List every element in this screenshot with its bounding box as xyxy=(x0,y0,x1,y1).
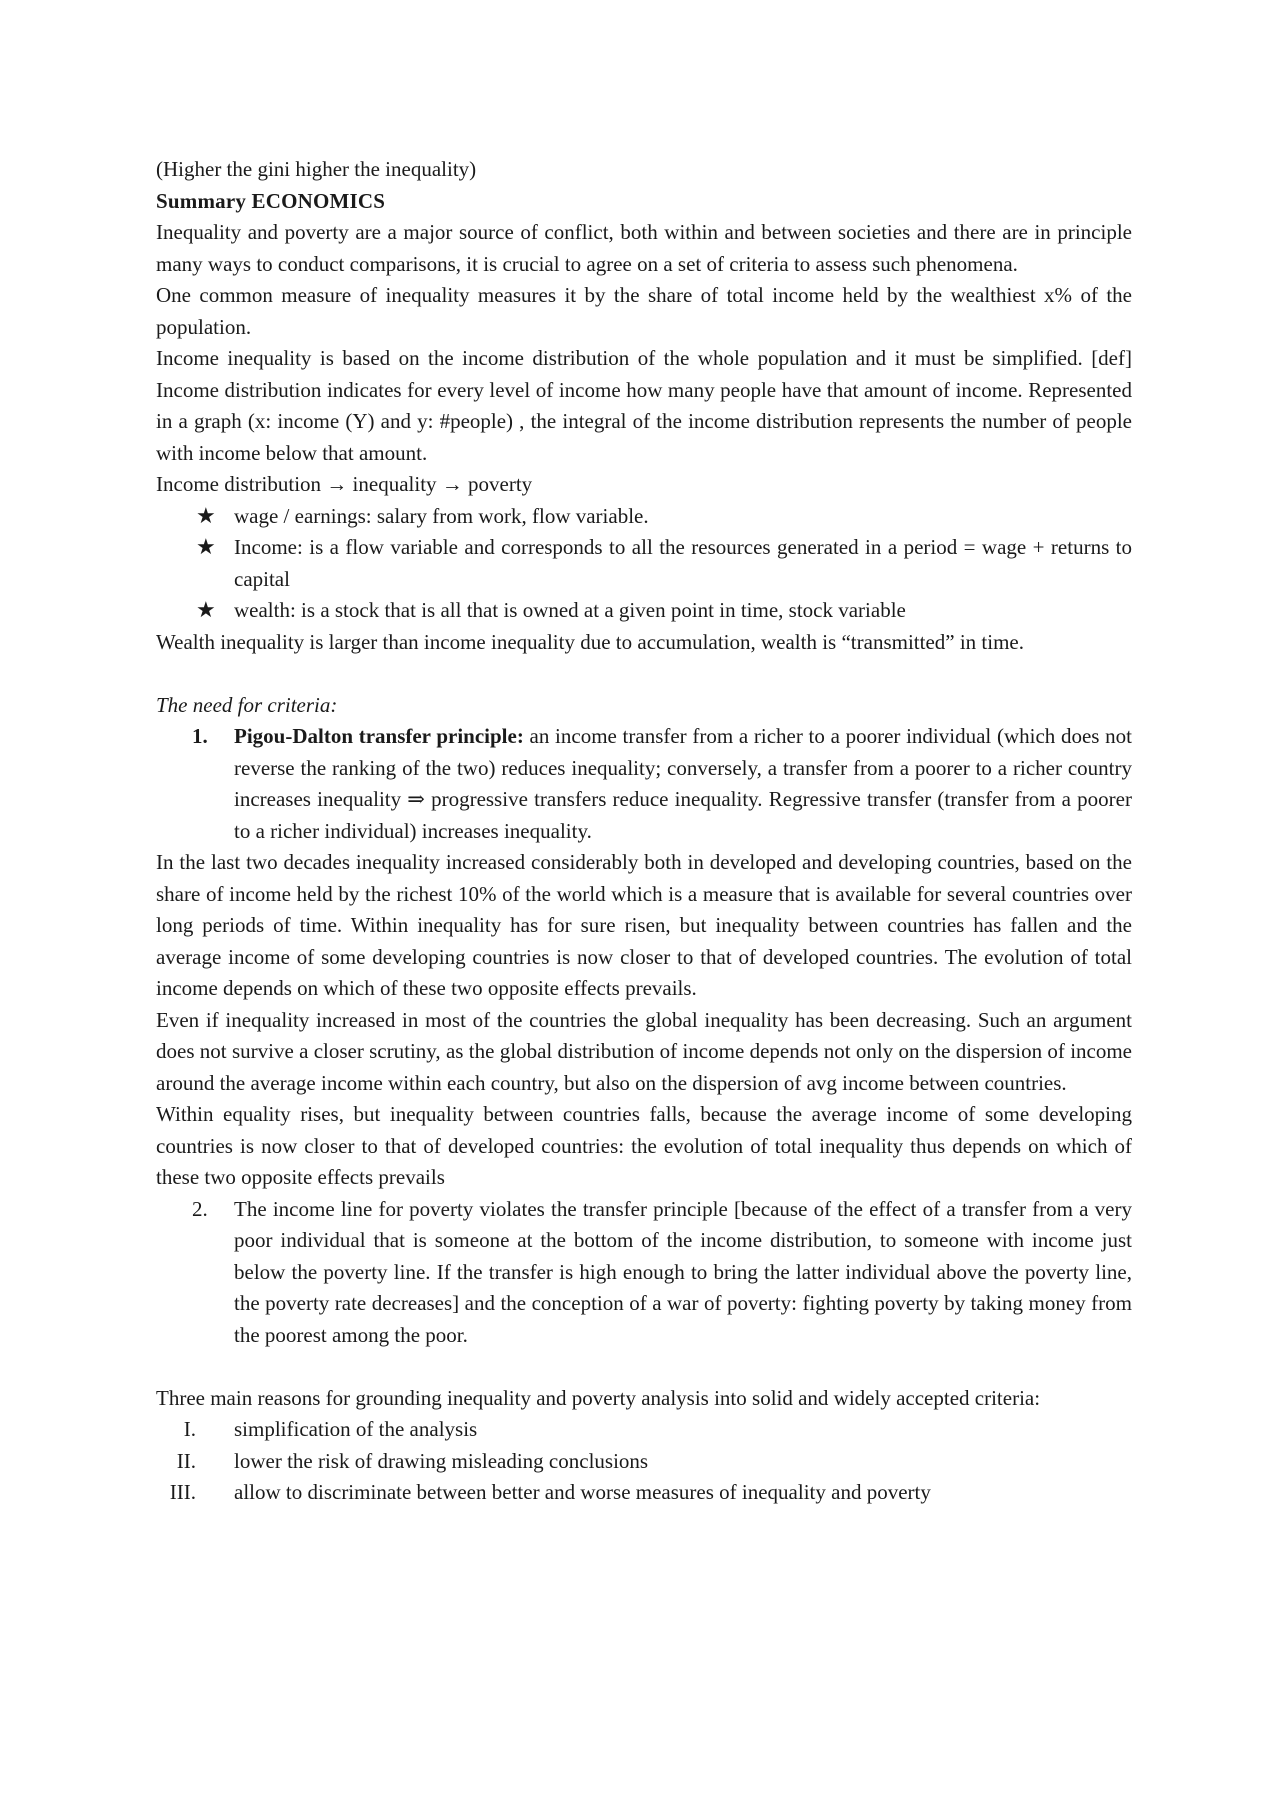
reason-text: simplification of the analysis xyxy=(234,1417,478,1441)
paragraph-conflict: Inequality and poverty are a major source of conflict, both within and between societies and there are in principle many ways to conduct comparisons, it is crucial to agree on a set of criteria to assess such phenomena. xyxy=(156,220,1132,276)
definition-wage: wage / earnings: salary from work, flow variable. xyxy=(234,503,649,528)
list-item-wealth xyxy=(156,595,1132,627)
document-body xyxy=(156,154,1132,1509)
definitions-list xyxy=(156,501,1132,627)
criterion-term: Pigou-Dalton transfer principle: xyxy=(234,724,524,748)
reason-text: lower the risk of drawing misleading conclusions xyxy=(234,1448,649,1473)
list-item-reason xyxy=(156,1477,1132,1509)
intro-note: (Higher the gini higher the inequality) xyxy=(156,157,477,181)
paragraph-within-equality: Within equality rises, but inequality between countries falls, because the average income of some developing countries is now closer to that of developed countries: the evolution of total inequality thus depends on which of these two opposite effects prevails xyxy=(156,1102,1132,1189)
reasons-list xyxy=(156,1414,1132,1509)
star-icon: ★ xyxy=(196,598,216,623)
paragraph-reasons-intro: Three main reasons for grounding inequality and poverty analysis into solid and widely accepted criteria: xyxy=(156,1385,1041,1410)
star-icon: ★ xyxy=(196,535,216,560)
spacer xyxy=(156,658,1132,690)
star-icon: ★ xyxy=(196,503,216,529)
criteria-heading: The need for criteria: xyxy=(156,692,338,717)
criteria-list-2 xyxy=(156,1194,1132,1352)
criterion-pigou-dalton xyxy=(156,721,1132,847)
document-title: Summary ECONOMICS xyxy=(156,188,386,213)
criteria-list-1 xyxy=(156,721,1132,847)
paragraph-two-decades: In the last two decades inequality increased considerably both in developed and developing countries, based on the share of income held by the richest 10% of the world which is a measure that is available for several countries over long periods of time. Within inequality has for sure risen, but inequality between countries has fallen and the average income of some developing countries is now closer to that of developed countries. The evolution of total income depends on which of these two opposite effects prevails. xyxy=(156,850,1132,1000)
criterion-poverty-line xyxy=(156,1194,1132,1352)
criterion-text: an income transfer from a richer to a poorer individual (which does not reverse the ranking of the two) reduces inequality; conversely, a transfer from a poorer to a richer country increases inequality ⇒ progressive transfers reduce inequality. Regressive transfer (transfer from a poorer to a richer individual) increases inequality. xyxy=(234,724,1132,843)
paragraph-common-measure: One common measure of inequality measures it by the share of total income held by the wealthiest x% of the population. xyxy=(156,283,1132,339)
list-number: 1. xyxy=(192,724,208,748)
paragraph-income-distribution: Income inequality is based on the income distribution of the whole population and it must be simplified. [def] Income distribution indicates for every level of income how many people have that amount of income. Represented in a graph (x: income (Y) and y: #people) , the integral of the income distribution represents the number of people with income below that amount. xyxy=(156,346,1132,465)
paragraph-wealth-inequality: Wealth inequality is larger than income inequality due to accumulation, wealth is “transmitted” in time. xyxy=(156,629,1025,654)
roman-numeral: III. xyxy=(169,1480,196,1504)
list-item-income xyxy=(156,532,1132,595)
list-number: 2. xyxy=(192,1196,208,1221)
roman-numeral: I. xyxy=(183,1417,196,1441)
roman-numeral: II. xyxy=(176,1448,196,1473)
list-item-reason xyxy=(156,1414,1132,1446)
paragraph-chain: Income distribution → inequality → poverty xyxy=(156,472,533,496)
definition-income: Income: is a flow variable and corresponds to all the resources generated in a period = wage + returns to capital xyxy=(234,535,1132,591)
definition-wealth: wealth: is a stock that is all that is owned at a given point in time, stock variable xyxy=(234,598,906,622)
paragraph-global-inequality: Even if inequality increased in most of the countries the global inequality has been decreasing. Such an argument does not survive a closer scrutiny, as the global distribution of income depends not only on the dispersion of income around the average income within each country, but also on the dispersion of avg income between countries. xyxy=(156,1007,1132,1095)
reason-text: allow to discriminate between better and worse measures of inequality and poverty xyxy=(234,1480,931,1504)
list-item-reason xyxy=(156,1446,1132,1478)
list-item-wage xyxy=(156,501,1132,533)
criterion-text: The income line for poverty violates the transfer principle [because of the effect of a transfer from a very poor individual that is someone at the bottom of the income distribution, to someone with income just below the poverty line. If the transfer is high enough to bring the latter individual above the poverty line, the poverty rate decreases] and the conception of a war of poverty: fighting poverty by taking money from the poorest among the poor. xyxy=(234,1196,1132,1347)
spacer xyxy=(156,1351,1132,1383)
